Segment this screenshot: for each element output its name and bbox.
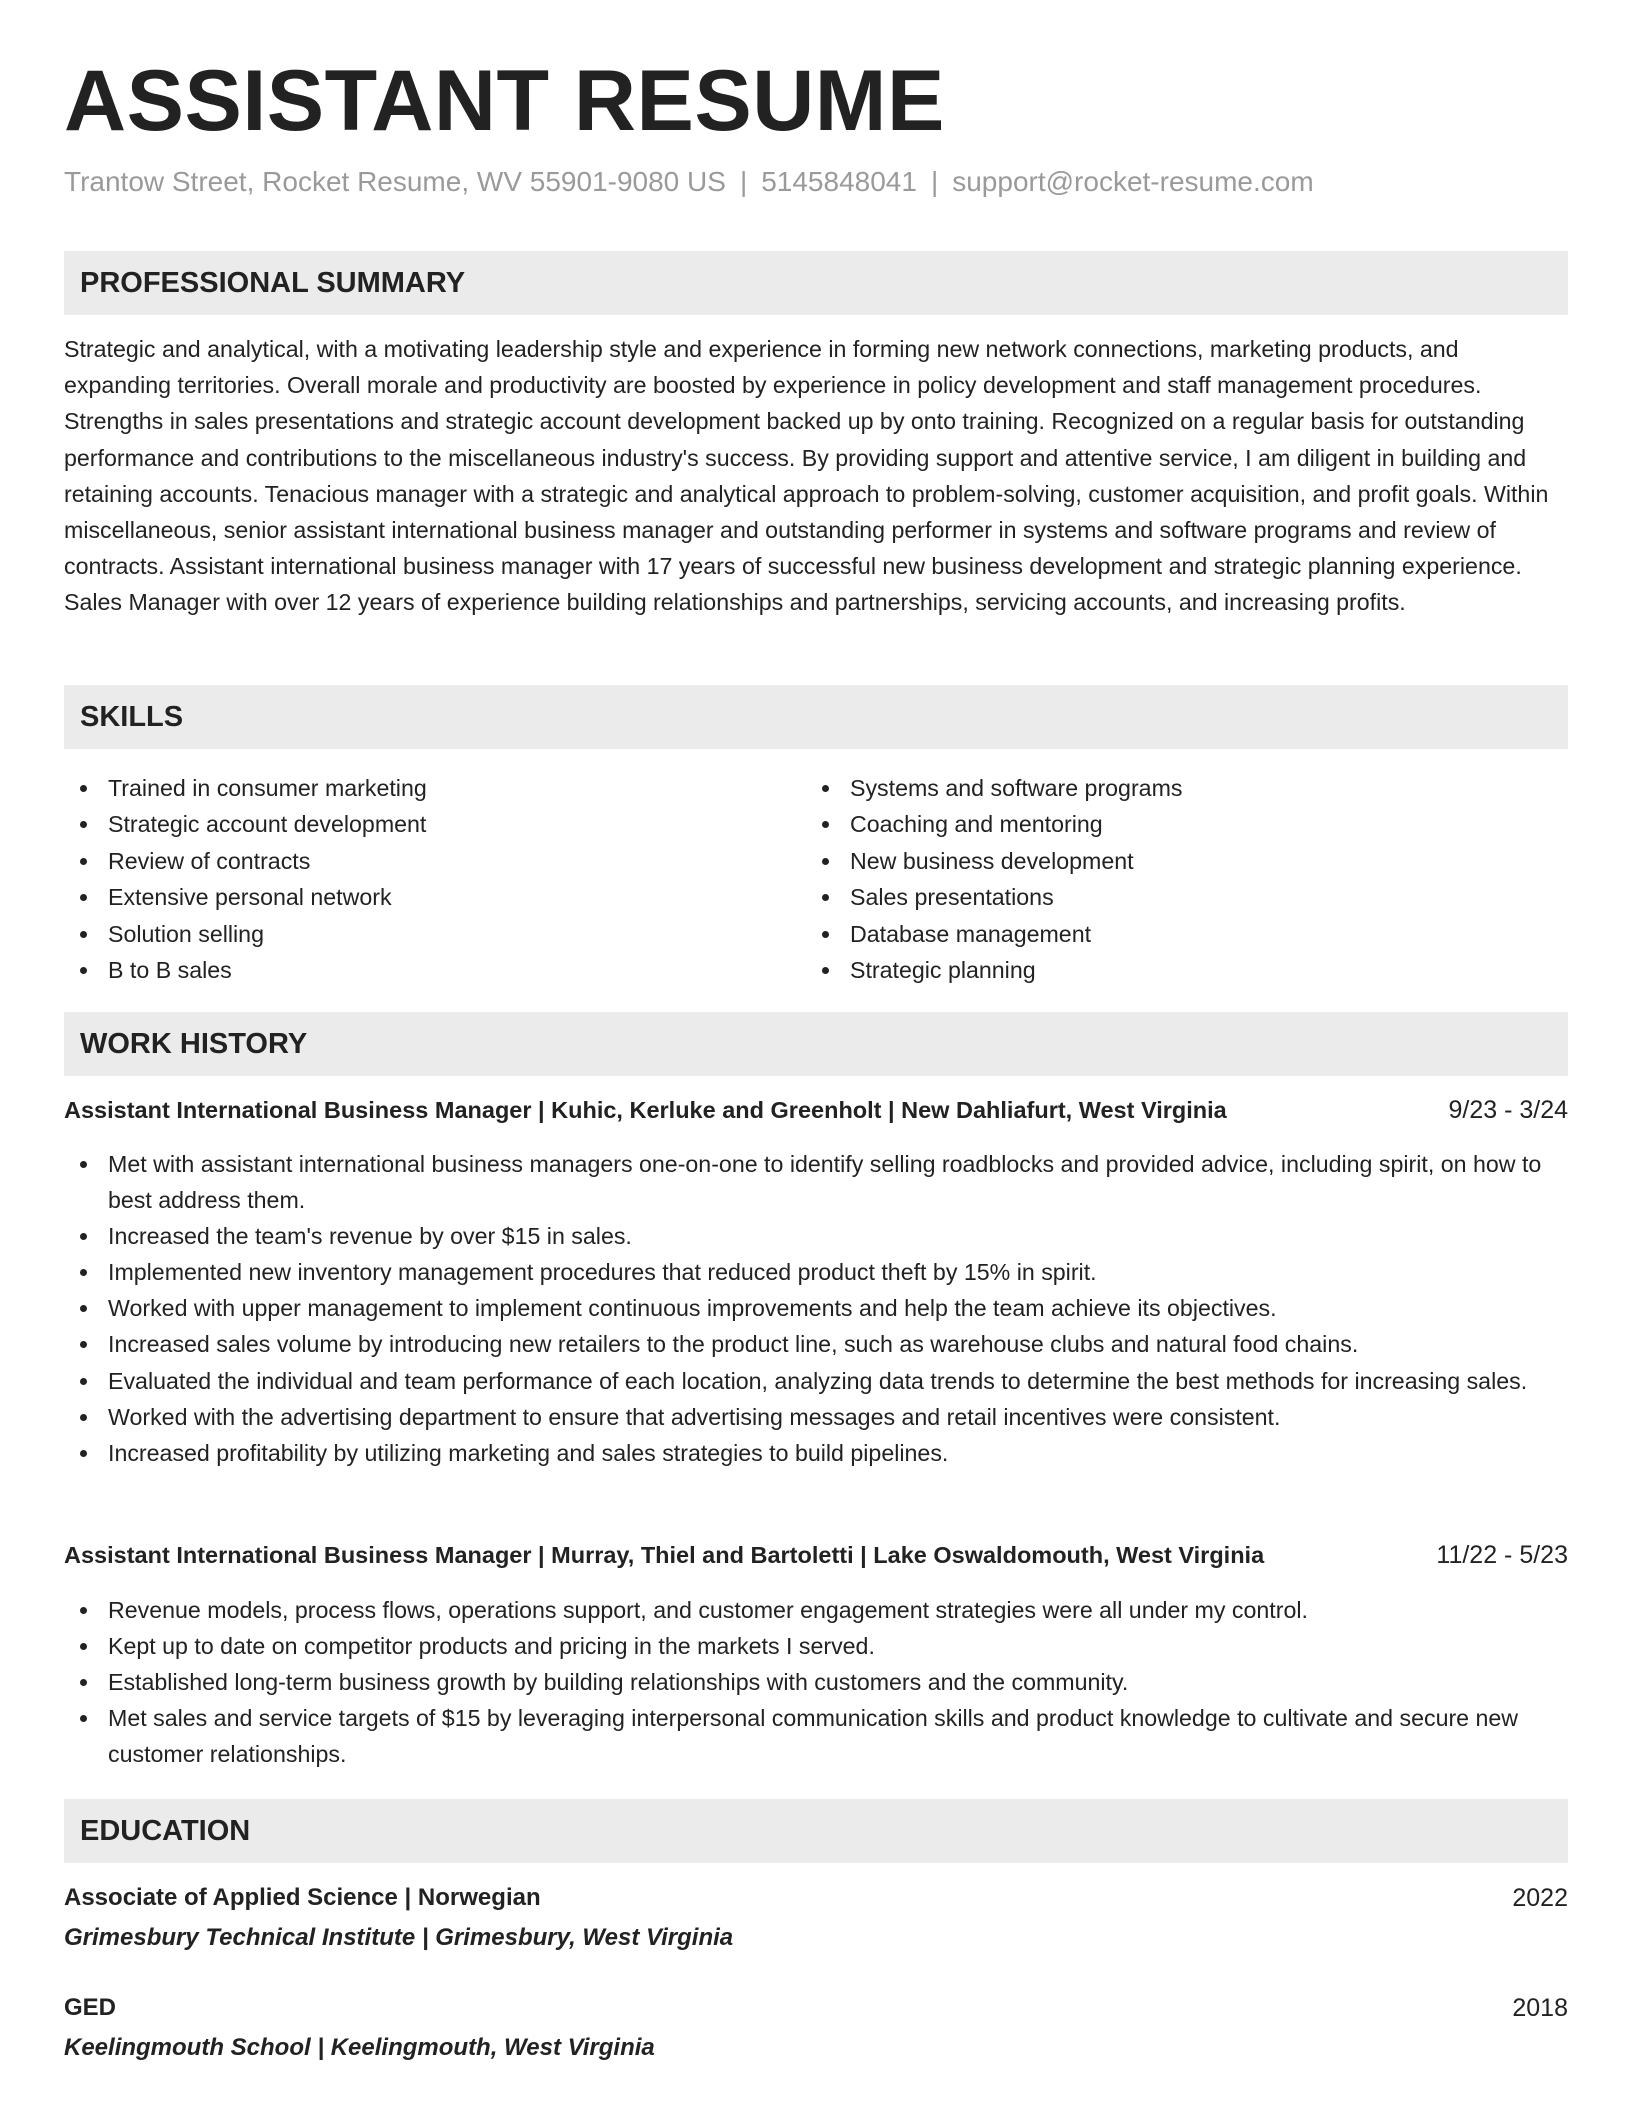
skill-item: Coaching and mentoring: [806, 806, 1506, 842]
contact-line: [64, 166, 1314, 198]
job-bullet: Increased profitability by utilizing marketing and sales strategies to build pipelines.: [64, 1435, 1568, 1471]
skill-item: Strategic planning: [806, 952, 1506, 988]
skill-item: Review of contracts: [64, 843, 764, 879]
job-bullets: [64, 1592, 1568, 1772]
job-bullet: Established long-term business growth by building relationships with customers and the community.: [64, 1664, 1568, 1700]
education-school: Grimesbury Technical Institute | Grimesbury, West Virginia: [64, 1924, 734, 1951]
job-bullet: Worked with upper management to implement continuous improvements and help the team achieve its objectives.: [64, 1290, 1568, 1326]
contact-email: support@rocket-resume.com: [952, 166, 1314, 197]
job-title: Assistant International Business Manager | Murray, Thiel and Bartoletti | Lake Oswaldomouth, West Virginia: [64, 1542, 1265, 1568]
job-bullet: Met with assistant international business managers one-on-one to identify selling roadblocks and provided advice, including spirit, on how to best address them.: [64, 1146, 1568, 1218]
skills-list-right: [806, 770, 1506, 988]
job-dates: 9/23 - 3/24: [1448, 1096, 1568, 1124]
job-bullet: Increased sales volume by introducing new retailers to the product line, such as warehouse clubs and natural food chains.: [64, 1326, 1568, 1362]
education-year: 2018: [1512, 1994, 1568, 2022]
contact-address: Trantow Street, Rocket Resume, WV 55901-9080 US: [64, 166, 726, 197]
skills-list-left: [64, 770, 764, 988]
education-school: Keelingmouth School | Keelingmouth, West Virginia: [64, 2034, 655, 2061]
skill-item: Solution selling: [64, 916, 764, 952]
job-bullet: Worked with the advertising department to ensure that advertising messages and retail incentives were consistent.: [64, 1399, 1568, 1435]
job-bullet: Evaluated the individual and team performance of each location, analyzing data trends to determine the best methods for increasing sales.: [64, 1363, 1568, 1399]
job-bullet: Met sales and service targets of $15 by leveraging interpersonal communication skills and product knowledge to cultivate and secure new customer relationships.: [64, 1700, 1568, 1772]
job-bullets: [64, 1146, 1568, 1471]
job-bullet: Implemented new inventory management procedures that reduced product theft by 15% in spirit.: [64, 1254, 1568, 1290]
job-bullet: Revenue models, process flows, operations support, and customer engagement strategies were all under my control.: [64, 1592, 1568, 1628]
education-degree: GED: [64, 1994, 117, 2021]
skill-item: Extensive personal network: [64, 879, 764, 915]
skill-item: Systems and software programs: [806, 770, 1506, 806]
skill-item: B to B sales: [64, 952, 764, 988]
contact-separator: |: [739, 166, 748, 197]
section-header-education: EDUCATION: [64, 1799, 1568, 1863]
skill-item: New business development: [806, 843, 1506, 879]
skill-item: Sales presentations: [806, 879, 1506, 915]
summary-text: Strategic and analytical, with a motivating leadership style and experience in forming new network connections, marketing products, and expanding territories. Overall morale and productivity are boosted by experience in policy development and staff management procedures. Strengths in sales presentations and strategic account development backed up by onto training. Recognized on a regular basis for outstanding performance and contributions to the miscellaneous industry's success. By providing support and attentive service, I am diligent in building and retaining accounts. Tenacious manager with a strategic and analytical approach to problem-solving, customer acquisition, and profit goals. Within miscellaneous, senior assistant international business manager and outstanding performer in systems and software programs and review of contracts. Assistant international business manager with 17 years of successful new business development and strategic planning experience. Sales Manager with over 12 years of experience building relationships and partnerships, servicing accounts, and increasing profits.: [64, 336, 1549, 616]
job-bullet: Increased the team's revenue by over $15 in sales.: [64, 1218, 1568, 1254]
skill-item: Trained in consumer marketing: [64, 770, 764, 806]
section-header-work-history: WORK HISTORY: [64, 1012, 1568, 1076]
contact-phone: 5145848041: [761, 166, 917, 197]
section-header-summary: PROFESSIONAL SUMMARY: [64, 251, 1568, 315]
job-bullet: Kept up to date on competitor products and pricing in the markets I served.: [64, 1628, 1568, 1664]
resume-title: ASSISTANT RESUME: [64, 53, 945, 149]
education-degree: Associate of Applied Science | Norwegian: [64, 1884, 541, 1911]
contact-separator: |: [930, 166, 939, 197]
education-year: 2022: [1512, 1884, 1568, 1912]
section-header-skills: SKILLS: [64, 685, 1568, 749]
skill-item: Database management: [806, 916, 1506, 952]
job-dates: 11/22 - 5/23: [1436, 1541, 1568, 1569]
job-title: Assistant International Business Manager | Kuhic, Kerluke and Greenholt | New Dahliafurt, West Virginia: [64, 1097, 1227, 1123]
skill-item: Strategic account development: [64, 806, 764, 842]
